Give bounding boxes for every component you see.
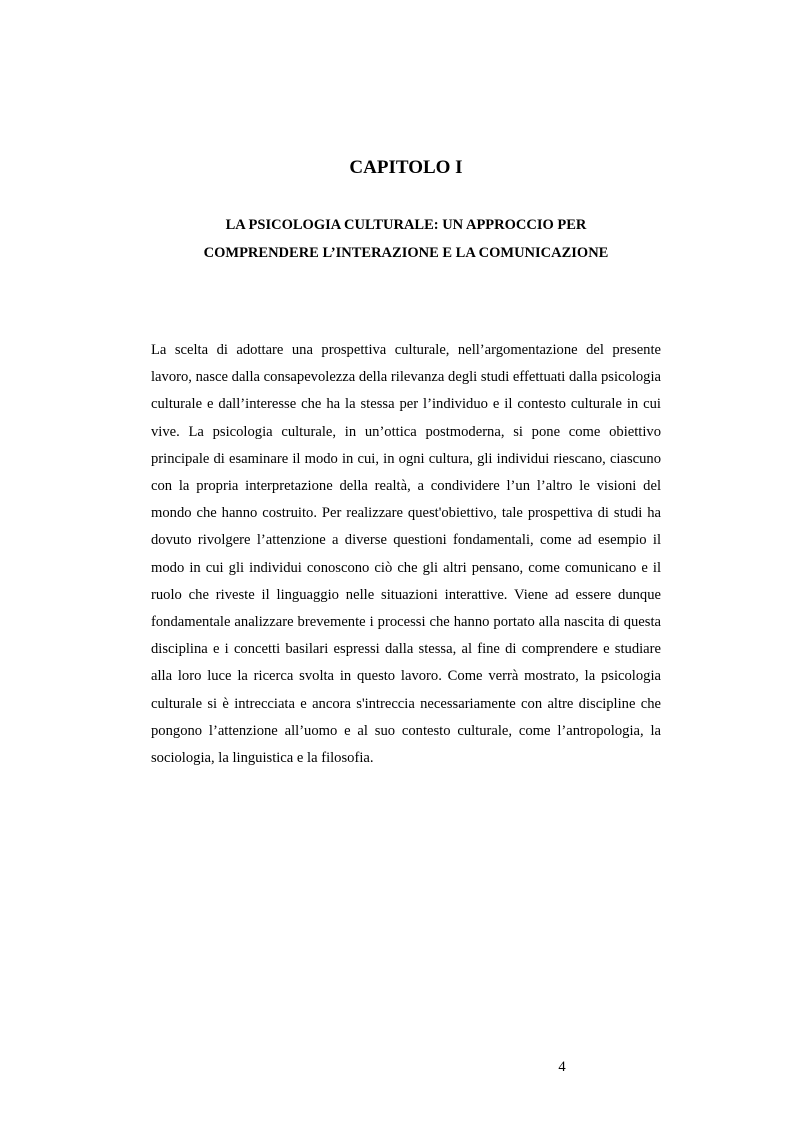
chapter-title-line-2: COMPRENDERE L’INTERAZIONE E LA COMUNICAZIONE: [203, 245, 609, 261]
body-paragraph: La scelta di adottare una prospettiva culturale, nell’argomentazione del presente lavoro, nasce dalla consapevolezza della rilevanza degli studi effettuati dalla psicologia culturale e dall’interesse che ha la stessa per l’individuo e il contesto culturale in cui vive. La psicologia culturale, in un’ottica postmoderna, si pone come obiettivo principale di esaminare il modo in cui, in ogni cultura, gli individui riescano, ciascuno con la propria interpretazione della realtà, a condividere l’un l’altro le visioni del mondo che hanno costruito. Per realizzare quest'obiettivo, tale prospettiva di studi ha dovuto rivolgere l’attenzione a diverse questioni fondamentali, come ad esempio il modo in cui gli individui conoscono ciò che gli altri pensano, come comunicano e il ruolo che riveste il linguaggio nelle situazioni interattive. Viene ad essere dunque fondamentale analizzare brevemente i processi che hanno portato alla nascita di questa disciplina e i concetti basilari espressi dalla stessa, al fine di comprendere e studiare alla loro luce la ricerca svolta in questo lavoro. Come verrà mostrato, la psicologia culturale si è intrecciata e ancora s'intreccia necessariamente con altre discipline che pongono l’attenzione all’uomo e al suo contesto culturale, come l’antropologia, la sociologia, la linguistica e la filosofia.: [151, 342, 661, 767]
chapter-label: CAPITOLO I: [349, 157, 463, 178]
chapter-title-line-1: LA PSICOLOGIA CULTURALE: UN APPROCCIO PER: [225, 217, 587, 233]
page-number: 4: [558, 1059, 566, 1075]
chapter-title: [100, 211, 712, 267]
